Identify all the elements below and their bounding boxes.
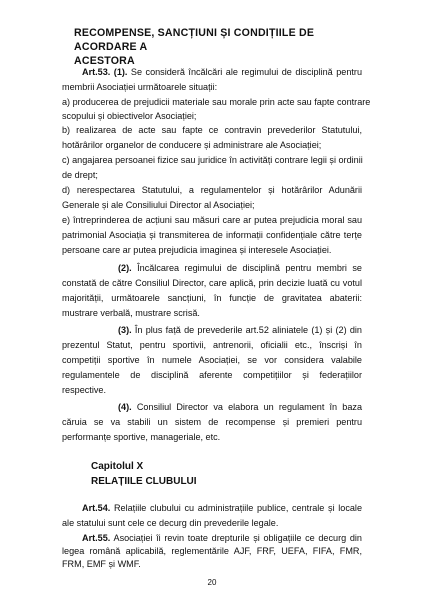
art53-line: c) angajarea persoanei fizice sau juridice în activități contrare legii și ordinii bbox=[62, 155, 363, 165]
art54-line: Art.54. Relațiile clubului cu administrațiile publice, centrale și locale bbox=[82, 503, 363, 513]
art53-para3-line: regulamentele de disciplină aferente competițiilor și federațiilor bbox=[62, 370, 362, 380]
section-heading-line2: ACESTORA bbox=[74, 55, 135, 67]
art53-line: membrii Asociației următoarele situații: bbox=[62, 82, 218, 92]
art53-line: patrimonial Asociația și transmiterea de informații confidențiale către terțe bbox=[62, 230, 362, 240]
art53-line: persoane care ar putea prejudicia imaginea și interesele Asociației. bbox=[62, 245, 332, 255]
art53-para4-line: (4). Consiliul Director va elabora un regulament în baza bbox=[118, 402, 362, 412]
art53-para3-line: respective. bbox=[62, 385, 106, 395]
art53-para4-line: performanțe sportive, manageriale, etc. bbox=[62, 432, 221, 442]
art55-line: Art.55. Asociației îi revin toate drepturile și obligațiile ce decurg din bbox=[82, 533, 362, 543]
art54-line: ale statului sunt cele ce decurg din prevederile legale. bbox=[62, 518, 279, 528]
art53-para2-line: majorității, următoarele sancțiuni, în funcție de gravitatea abaterii: bbox=[62, 293, 362, 303]
art53-line: scopului și obiectivelor Asociației; bbox=[62, 111, 197, 121]
art53-para3-line: prezentul Statut, pentru sportivii, antrenorii, oficialii etc., înscriși în bbox=[62, 340, 362, 350]
art55-line: legea română aplicabilă, reglementările AJF, FRF, UEFA, FIFA, FMR, bbox=[62, 546, 362, 556]
art53-para3-line: competiții sportive în numele Asociației, se vor considera valabile bbox=[62, 355, 362, 365]
art53-line: de drept; bbox=[62, 170, 98, 180]
art55-label: Art.55. bbox=[82, 533, 111, 543]
chapter-title: Capitolul X bbox=[91, 461, 144, 472]
section-heading-line1: RECOMPENSE, SANCȚIUNI ȘI CONDIȚIILE DE ACORDARE A bbox=[74, 27, 315, 53]
art53-para4-line: căruia se va stabili un sistem de recompense și premieri pentru bbox=[62, 417, 362, 427]
art53-line: e) întreprinderea de acțiuni sau măsuri care ar putea prejudicia moral sau bbox=[62, 215, 362, 225]
section-heading bbox=[74, 26, 374, 68]
art53-para4-number: (4). bbox=[118, 402, 132, 412]
art53-para3-number: (3). bbox=[118, 325, 132, 335]
art53-line: Art.53. (1). Se consideră încălcări ale regimului de disciplină pentru bbox=[82, 67, 363, 77]
page-number: 20 bbox=[207, 578, 217, 587]
art53-label: Art.53. bbox=[82, 67, 111, 77]
art53-para2-line: (2). Încălcarea regimului de disciplină pentru membri se bbox=[118, 263, 362, 273]
art55-line: FRM, EMF și WMF. bbox=[62, 559, 141, 569]
art53-line: hotărârilor organelor de conducere și administrare ale Asociației; bbox=[62, 140, 322, 150]
art53-line: a) producerea de prejudicii materiale sau morale prin acte sau fapte contrare bbox=[62, 97, 371, 107]
art53-line: d) nerespectarea Statutului, a regulamentelor și hotărârilor Adunării bbox=[62, 185, 362, 195]
art53-line: Generale și ale Consiliului Director al Asociației; bbox=[62, 200, 255, 210]
art53-para2-line: constată de către Consiliul Director, care aplică, prin decizie luată cu votul bbox=[62, 278, 362, 288]
art53-line: b) realizarea de acte sau fapte ce contravin prevederilor Statutului, bbox=[62, 125, 362, 135]
art53-para2-number: (2). bbox=[118, 263, 132, 273]
chapter-subtitle: RELAȚIILE CLUBULUI bbox=[91, 476, 197, 487]
art53-para1-number: (1). bbox=[113, 67, 128, 77]
art53-para2-line: mustrare verbală, mustrare scrisă. bbox=[62, 308, 200, 318]
art53-para3-line: (3). În plus față de prevederile art.52 aliniatele (1) și (2) din bbox=[118, 325, 362, 335]
art54-label: Art.54. bbox=[82, 503, 111, 513]
